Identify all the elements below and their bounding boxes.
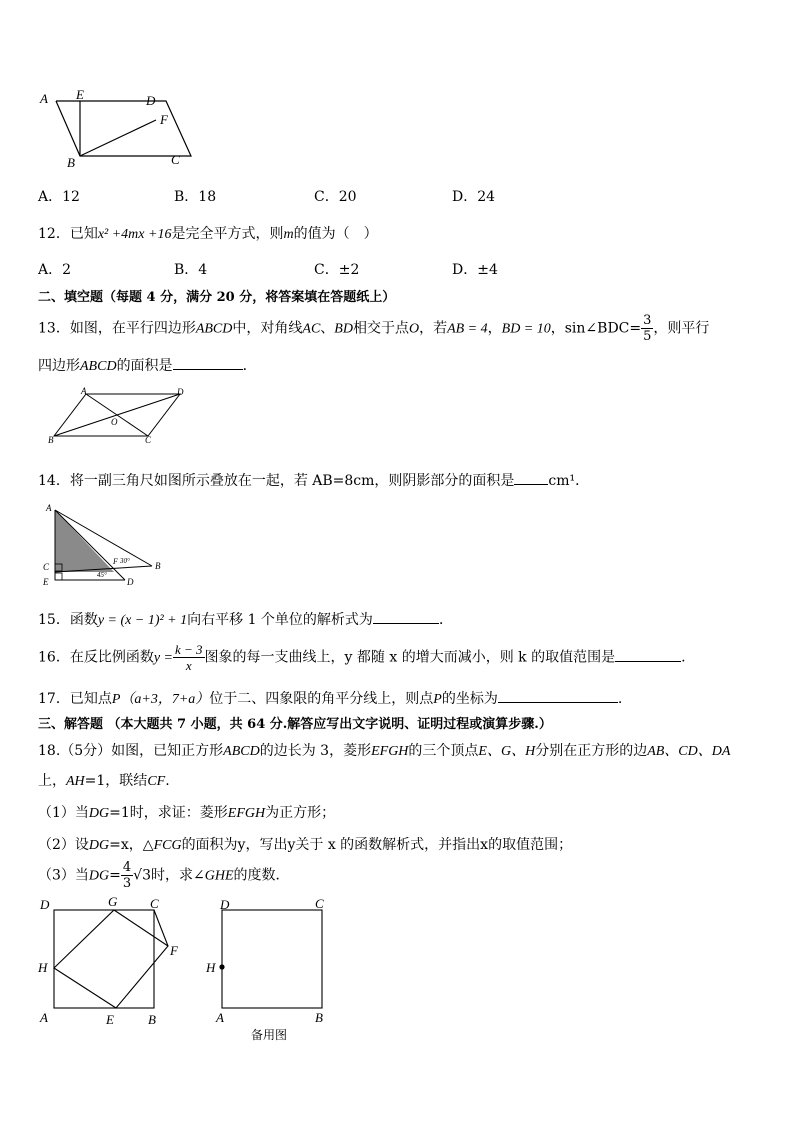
figure-q18-backup-square <box>202 892 338 1026</box>
q12-option-d: D．±4 <box>452 262 498 278</box>
q11-option-d: D．24 <box>452 189 496 205</box>
label-B: B <box>315 1010 323 1025</box>
label-E: E <box>106 1012 114 1027</box>
label-C: C <box>43 562 50 572</box>
label-E: E <box>76 87 84 102</box>
label-F: F <box>113 557 118 566</box>
label-B: B <box>148 1012 156 1027</box>
q18-line2: 上，AH=1，联结CF. <box>38 773 170 789</box>
label-H: H <box>38 960 48 975</box>
answer-blank <box>498 690 618 703</box>
q11-option-b: B．18 <box>174 189 217 205</box>
label-D: D <box>40 897 50 912</box>
figure-q18-square-rhombus <box>34 892 194 1032</box>
label-B: B <box>48 435 54 445</box>
figure-q14-triangles <box>40 500 170 588</box>
figure-q13-parallelogram <box>44 386 194 446</box>
label-D: D <box>127 577 134 587</box>
label-C: C <box>315 896 324 911</box>
q12-option-b: B．4 <box>174 262 208 278</box>
q11-option-c: C．20 <box>314 189 357 205</box>
q11-option-a: A．12 <box>38 189 80 205</box>
section-2-title: 二、填空题（每题 4 分，满分 20 分，将答案填在答题纸上） <box>38 290 396 305</box>
label-A: A <box>216 1010 224 1025</box>
q18-part3: （3）当DG= $\frac{4}{3}$ √3时，求∠GHE的度数． <box>38 860 290 891</box>
label-A: A <box>40 91 48 106</box>
label-B: B <box>155 561 161 571</box>
q12-option-c: C．±2 <box>314 262 360 278</box>
label-A: A <box>81 386 87 396</box>
label-E: E <box>43 577 49 587</box>
q16-stem: 16．在反比例函数y = $\frac{k - 3}{x}$ 图象的每一支曲线上，y 都随 x 的增大而减小，则 k 的取值范围是 . <box>38 642 686 673</box>
q18-part1: （1）当DG=1时，求证：菱形EFGH为正方形； <box>38 805 336 821</box>
q12-option-a: A．2 <box>38 262 72 278</box>
label-H: H <box>206 960 216 975</box>
label-angle-30: 30° <box>120 557 130 565</box>
answer-blank <box>615 649 681 662</box>
q18-line1: 18.（5分）如图，已知正方形ABCD的边长为 3，菱形EFGH的三个顶点E、G、H分别在正方形的边AB、CD、DA <box>38 743 731 759</box>
label-C: C <box>145 435 152 445</box>
answer-blank <box>373 611 439 624</box>
figure-q11-parallelogram <box>36 86 196 172</box>
q18-part2: （2）设DG=x，△FCG的面积为y，写出y关于 x 的函数解析式，并指出x的取值范围； <box>38 837 573 853</box>
label-D: D <box>220 897 230 912</box>
q12-stem: 12．已知x² +4mx +16是完全平方式，则m的值为（ ） <box>38 226 378 242</box>
q14-stem: 14．将一副三角尺如图所示叠放在一起，若 AB=8cm，则阴影部分的面积是 cm¹． <box>38 473 590 489</box>
label-F: F <box>170 943 178 958</box>
label-F: F <box>160 112 168 127</box>
q15-stem: 15．函数y = (x − 1)² + 1向右平移 1 个单位的解析式为 ． <box>38 612 453 628</box>
label-A: A <box>46 503 52 513</box>
fraction-k-3-over-x: $\frac{k - 3}{x}$ <box>175 642 203 673</box>
label-D: D <box>177 387 184 397</box>
q13-line1: 13．如图，在平行四边形ABCD中，对角线AC、BD相交于点O，若AB = 4，BD = 10，sin∠BDC= $\frac{3}{5}$ ，则平行 <box>38 313 710 344</box>
answer-blank <box>173 357 243 370</box>
fraction-4-3: $\frac{4}{3}$ <box>122 860 132 891</box>
q17-stem: 17．已知点P（a+3，7+a）位于二、四象限的角平分线上，则点P的坐标为 . <box>38 691 623 707</box>
label-A: A <box>40 1010 48 1025</box>
q13-line2: 四边形ABCD的面积是 ． <box>38 358 257 374</box>
label-C: C <box>150 896 159 911</box>
label-G: G <box>108 894 118 909</box>
label-B: B <box>67 155 75 170</box>
label-D: D <box>146 93 156 108</box>
label-O: O <box>111 417 118 427</box>
backup-figure-caption: 备用图 <box>251 1028 288 1042</box>
label-C: C <box>171 152 180 167</box>
answer-blank <box>514 472 548 485</box>
fraction-3-5: $\frac{3}{5}$ <box>643 313 652 344</box>
section-3-title: 三、解答题 （本大题共 7 小题，共 64 分.解答应写出文字说明、证明过程或演算步骤.） <box>38 717 552 732</box>
label-angle-45: 45° <box>97 571 107 579</box>
